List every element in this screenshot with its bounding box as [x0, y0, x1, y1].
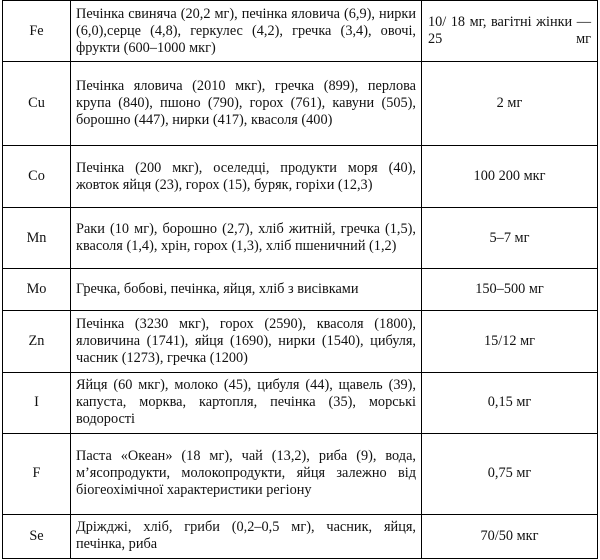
- element-requirement: 10/ 18 мг, вагітні жінки — 25 мг: [422, 1, 598, 62]
- element-symbol: Se: [3, 514, 71, 558]
- element-symbol: I: [3, 372, 71, 433]
- element-sources: Печінка (3230 мкг), горох (2590), квасоля (1800), яловичина (1741), яйця (1690), нирки (1540), цибуля, часник (1273), гречка (1200): [71, 311, 422, 372]
- element-symbol: Mn: [3, 207, 71, 268]
- element-symbol: Mo: [3, 269, 71, 311]
- table-row-se: [3, 514, 598, 558]
- element-requirement: 0,75 мг: [422, 434, 598, 515]
- element-symbol: Fe: [3, 1, 71, 62]
- element-sources: Паста «Океан» (18 мг), чай (13,2), риба (9), вода, м’ясопродукти, молокопродукти, яйця залежно від біогеохімічної характеристики регіону: [71, 434, 422, 515]
- element-symbol: F: [3, 434, 71, 515]
- element-sources: Печінка (200 мкг), оселедці, продукти моря (40), жовток яйця (23), горох (15), буряк, горіхи (12,3): [71, 146, 422, 207]
- element-requirement: 2 мг: [422, 62, 598, 146]
- table-row-f: [3, 434, 598, 515]
- element-requirement: 5–7 мг: [422, 207, 598, 268]
- element-sources: Яйця (60 мкг), молоко (45), цибуля (44), щавель (39), капуста, морква, картопля, печінка (35), морські водорості: [71, 372, 422, 433]
- trace-elements-table: [2, 0, 598, 559]
- table-row-zn: [3, 311, 598, 372]
- element-sources: Раки (10 мг), борошно (2,7), хліб житній, гречка (1,5), квасоля (1,4), хрін, горох (1,3), хліб пшеничний (1,2): [71, 207, 422, 268]
- element-sources: Печінка свиняча (20,2 мг), печінка яловича (6,9), нирки (6,0),серце (4,8), геркулес (4,2), гречка (3,4), овочі, фрукти (600–1000 мкг): [71, 1, 422, 62]
- table-row-mo: [3, 269, 598, 311]
- element-symbol: Co: [3, 146, 71, 207]
- element-sources: Дріжджі, хліб, гриби (0,2–0,5 мг), часник, яйця, печінка, риба: [71, 514, 422, 558]
- table-row-mn: [3, 207, 598, 268]
- element-symbol: Zn: [3, 311, 71, 372]
- element-requirement: 70/50 мкг: [422, 514, 598, 558]
- element-requirement: 100 200 мкг: [422, 146, 598, 207]
- element-requirement: 0,15 мг: [422, 372, 598, 433]
- table-row-i: [3, 372, 598, 433]
- element-requirement: 15/12 мг: [422, 311, 598, 372]
- element-symbol: Cu: [3, 62, 71, 146]
- element-sources: Гречка, бобові, печінка, яйця, хліб з висівками: [71, 269, 422, 311]
- element-requirement: 150–500 мг: [422, 269, 598, 311]
- table-row-cu: [3, 62, 598, 146]
- table-row-co: [3, 146, 598, 207]
- element-sources: Печінка яловича (2010 мкг), гречка (899), перлова крупа (840), пшоно (790), горох (761), кавуни (505), борошно (447), нирки (417), квасоля (400): [71, 62, 422, 146]
- table-row-fe: [3, 1, 598, 62]
